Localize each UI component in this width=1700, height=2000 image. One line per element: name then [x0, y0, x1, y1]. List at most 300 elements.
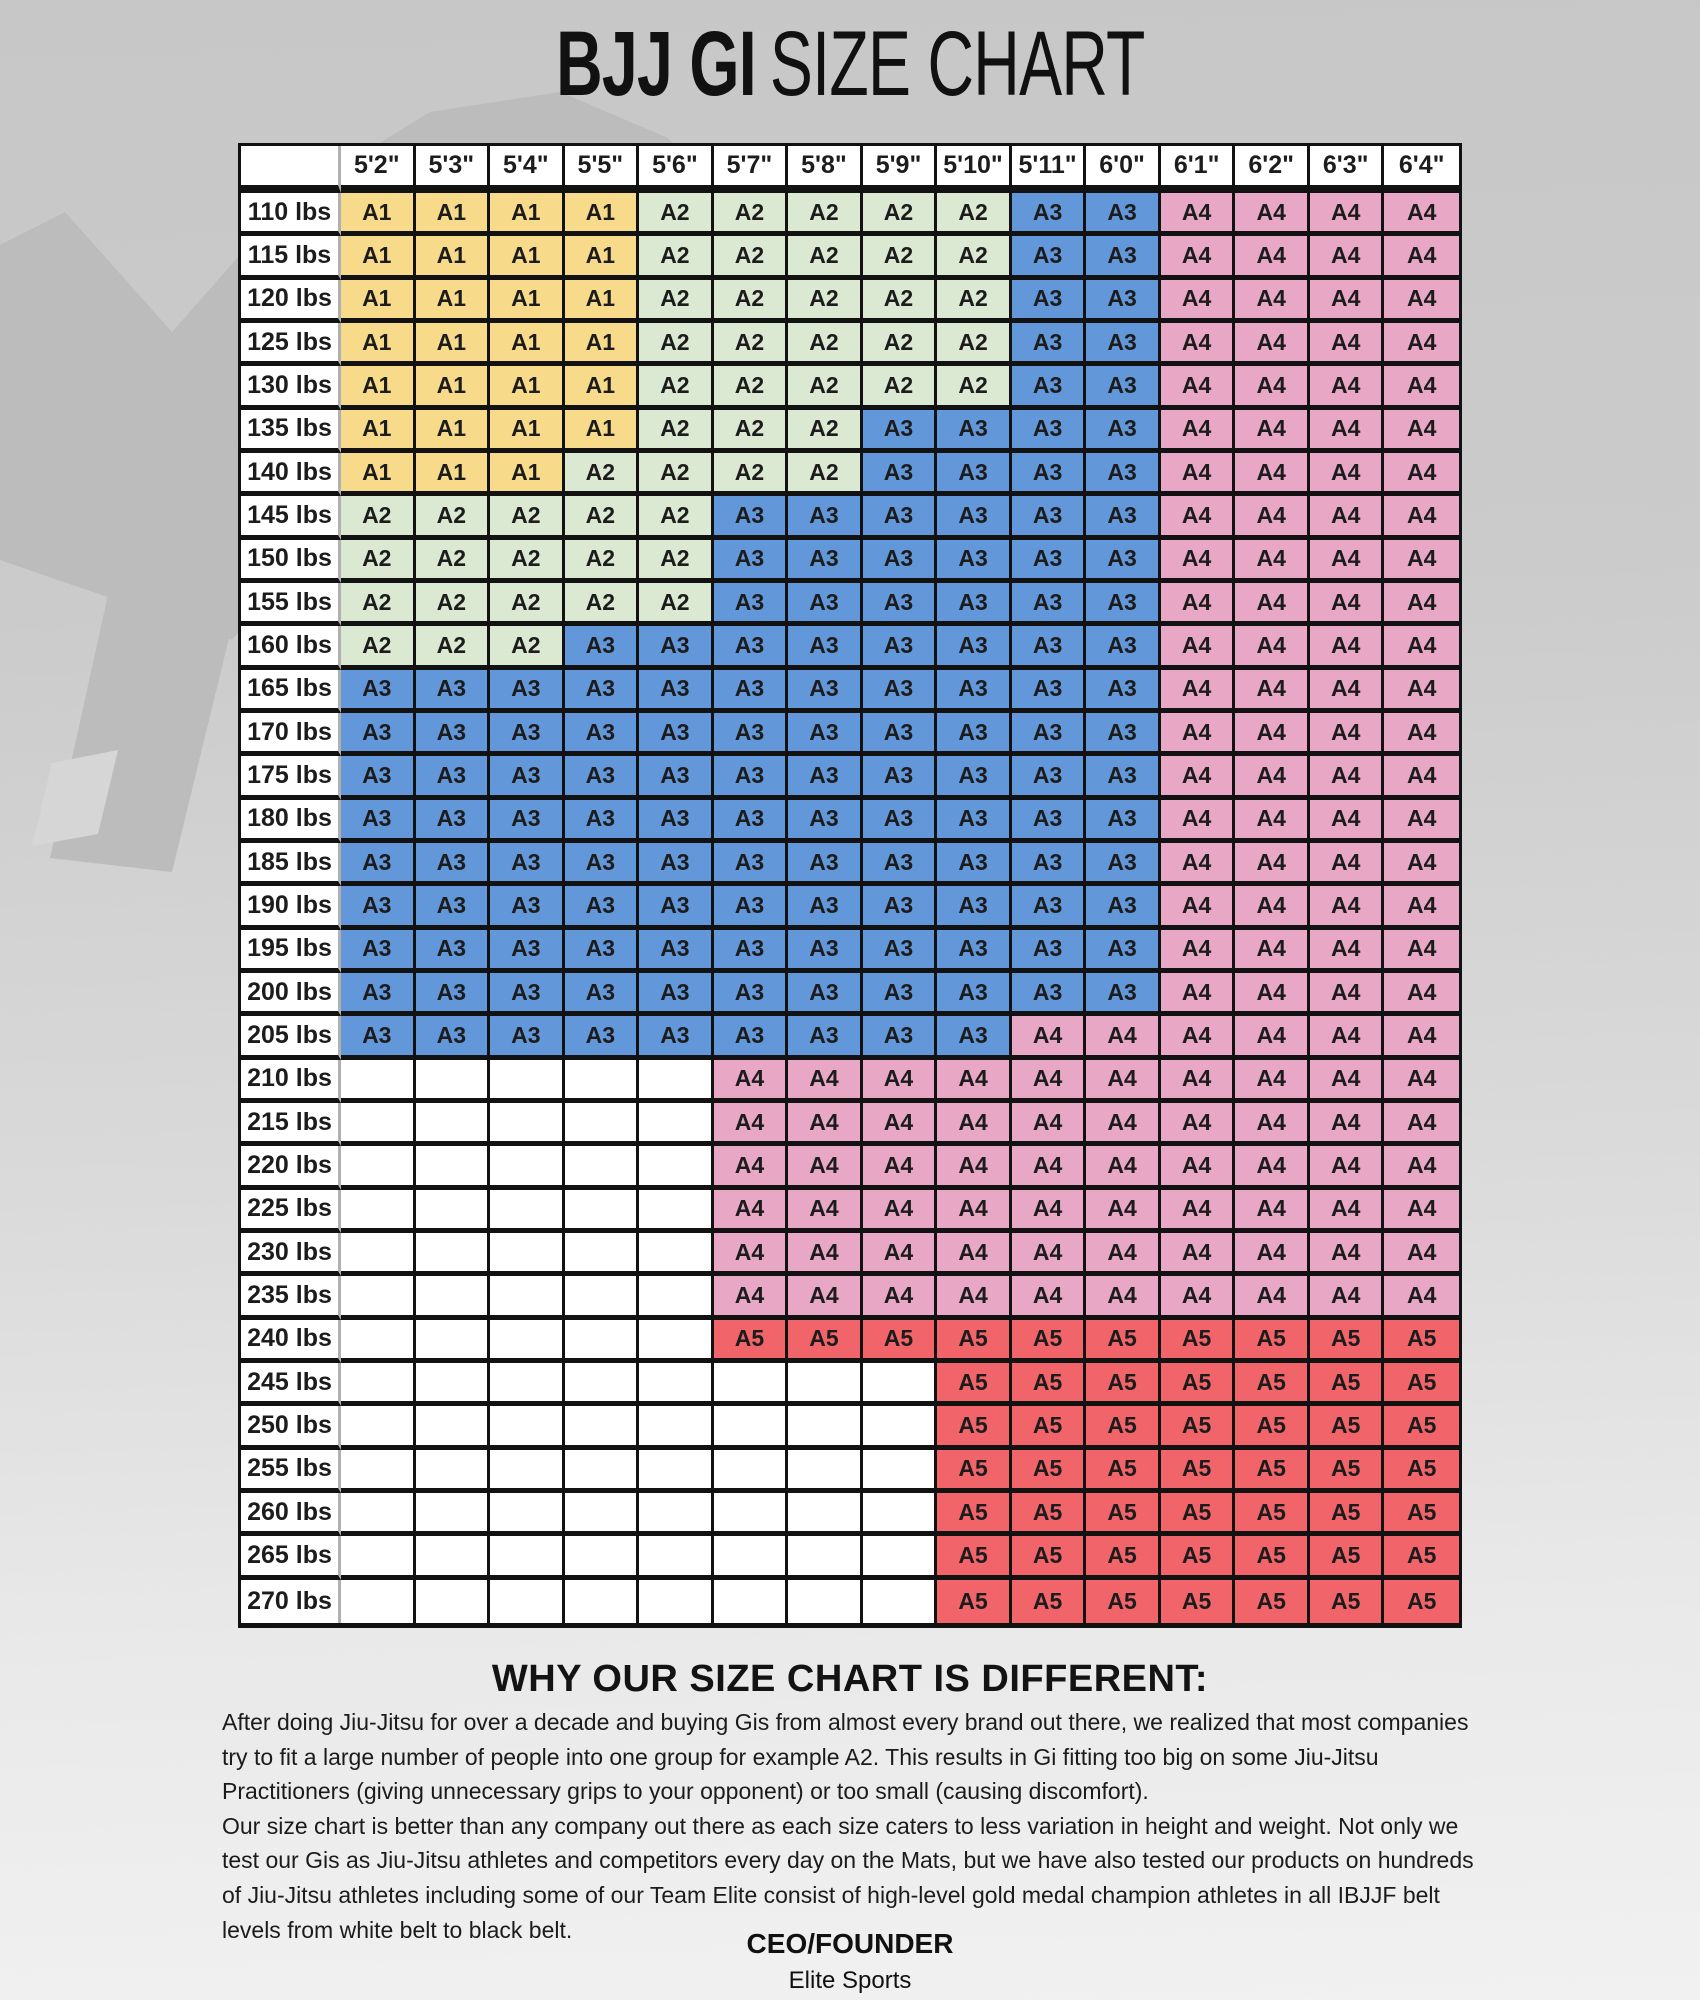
size-cell: A2 [416, 626, 491, 669]
height-header: 5'5" [565, 146, 640, 193]
weight-label: 160 lbs [241, 626, 341, 669]
size-cell: A3 [937, 670, 1012, 713]
size-cell: A4 [1161, 1016, 1236, 1059]
size-cell: A2 [416, 583, 491, 626]
size-cell: A3 [714, 626, 789, 669]
size-cell: A3 [937, 713, 1012, 756]
empty-cell [416, 1406, 491, 1449]
size-cell: A3 [1086, 193, 1161, 236]
empty-cell [639, 1276, 714, 1319]
size-cell: A5 [1086, 1320, 1161, 1363]
section-heading: WHY OUR SIZE CHART IS DIFFERENT: [491, 1658, 1209, 1700]
empty-cell [341, 1406, 416, 1449]
empty-cell [788, 1363, 863, 1406]
weight-label: 205 lbs [241, 1016, 341, 1059]
height-header: 5'6" [639, 146, 714, 193]
size-cell: A5 [863, 1320, 938, 1363]
weight-label: 145 lbs [241, 496, 341, 539]
size-cell: A3 [416, 930, 491, 973]
size-cell: A3 [416, 713, 491, 756]
size-cell: A3 [639, 670, 714, 713]
footer-role: CEO/FOUNDER [746, 1928, 954, 1959]
size-cell: A4 [1310, 410, 1385, 453]
size-cell: A1 [565, 236, 640, 279]
size-cell: A3 [341, 886, 416, 929]
size-cell: A4 [1310, 1233, 1385, 1276]
size-cell: A5 [1384, 1406, 1459, 1449]
size-cell: A4 [1235, 930, 1310, 973]
size-cell: A4 [937, 1146, 1012, 1189]
size-cell: A4 [1235, 1190, 1310, 1233]
empty-cell [639, 1060, 714, 1103]
size-cell: A4 [1384, 1103, 1459, 1146]
weight-label: 125 lbs [241, 323, 341, 366]
size-cell: A4 [937, 1233, 1012, 1276]
size-cell: A4 [937, 1190, 1012, 1233]
weight-label: 165 lbs [241, 670, 341, 713]
size-cell: A4 [1235, 843, 1310, 886]
size-cell: A4 [1310, 453, 1385, 496]
size-cell: A4 [1310, 886, 1385, 929]
size-cell: A3 [937, 756, 1012, 799]
size-cell: A5 [1161, 1406, 1236, 1449]
size-cell: A5 [1161, 1536, 1236, 1579]
size-cell: A3 [788, 713, 863, 756]
size-cell: A3 [1012, 886, 1087, 929]
size-cell: A3 [863, 886, 938, 929]
empty-cell [863, 1580, 938, 1623]
empty-cell [565, 1276, 640, 1319]
size-cell: A5 [1086, 1536, 1161, 1579]
size-cell: A4 [1235, 1060, 1310, 1103]
size-cell: A3 [863, 756, 938, 799]
size-cell: A2 [788, 366, 863, 409]
size-cell: A1 [565, 193, 640, 236]
empty-cell [788, 1580, 863, 1623]
size-cell: A1 [341, 366, 416, 409]
empty-cell [416, 1060, 491, 1103]
weight-label: 130 lbs [241, 366, 341, 409]
size-cell: A1 [341, 280, 416, 323]
size-cell: A4 [1310, 1060, 1385, 1103]
size-cell: A4 [1086, 1103, 1161, 1146]
size-cell: A3 [565, 626, 640, 669]
weight-label: 260 lbs [241, 1493, 341, 1536]
size-cell: A4 [1161, 1103, 1236, 1146]
size-cell: A3 [1086, 973, 1161, 1016]
size-cell: A4 [714, 1060, 789, 1103]
size-cell: A3 [1086, 323, 1161, 366]
empty-cell [714, 1363, 789, 1406]
size-cell: A2 [639, 583, 714, 626]
size-cell: A3 [1012, 496, 1087, 539]
size-cell: A2 [490, 583, 565, 626]
height-header: 5'4" [490, 146, 565, 193]
empty-cell [863, 1450, 938, 1493]
size-cell: A3 [1086, 930, 1161, 973]
weight-label: 175 lbs [241, 756, 341, 799]
size-cell: A4 [714, 1233, 789, 1276]
size-cell: A5 [1384, 1450, 1459, 1493]
size-cell: A2 [639, 496, 714, 539]
empty-cell [639, 1406, 714, 1449]
size-cell: A3 [1086, 453, 1161, 496]
empty-cell [565, 1493, 640, 1536]
size-cell: A4 [788, 1233, 863, 1276]
size-cell: A3 [416, 843, 491, 886]
size-cell: A5 [1012, 1536, 1087, 1579]
size-cell: A3 [341, 800, 416, 843]
size-cell: A4 [1235, 756, 1310, 799]
size-cell: A4 [1235, 323, 1310, 366]
size-cell: A5 [1384, 1493, 1459, 1536]
size-cell: A2 [341, 626, 416, 669]
size-cell: A5 [1235, 1406, 1310, 1449]
size-cell: A3 [490, 973, 565, 1016]
size-cell: A2 [714, 280, 789, 323]
size-cell: A4 [1086, 1190, 1161, 1233]
size-cell: A3 [1012, 626, 1087, 669]
size-cell: A4 [863, 1190, 938, 1233]
empty-cell [639, 1320, 714, 1363]
empty-cell [341, 1190, 416, 1233]
size-cell: A3 [639, 1016, 714, 1059]
size-cell: A3 [1012, 930, 1087, 973]
size-cell: A4 [1384, 323, 1459, 366]
size-cell: A3 [714, 756, 789, 799]
empty-cell [341, 1233, 416, 1276]
size-cell: A4 [1310, 930, 1385, 973]
size-cell: A1 [416, 453, 491, 496]
size-cell: A4 [863, 1276, 938, 1319]
size-cell: A4 [1235, 366, 1310, 409]
size-cell: A4 [714, 1103, 789, 1146]
size-cell: A3 [341, 713, 416, 756]
weight-label: 170 lbs [241, 713, 341, 756]
size-cell: A4 [1384, 410, 1459, 453]
size-cell: A1 [565, 410, 640, 453]
size-cell: A3 [863, 843, 938, 886]
size-cell: A3 [937, 453, 1012, 496]
size-cell: A3 [714, 930, 789, 973]
size-cell: A4 [714, 1146, 789, 1189]
size-cell: A4 [1161, 756, 1236, 799]
size-cell: A4 [1310, 713, 1385, 756]
size-cell: A1 [341, 453, 416, 496]
size-cell: A2 [788, 236, 863, 279]
size-cell: A3 [788, 973, 863, 1016]
size-cell: A4 [863, 1060, 938, 1103]
size-cell: A4 [1161, 713, 1236, 756]
size-cell: A2 [639, 323, 714, 366]
size-cell: A3 [490, 886, 565, 929]
size-cell: A5 [937, 1450, 1012, 1493]
size-cell: A3 [1012, 843, 1087, 886]
size-cell: A4 [1384, 713, 1459, 756]
size-cell: A4 [1235, 410, 1310, 453]
weight-label: 195 lbs [241, 930, 341, 973]
size-cell: A4 [1012, 1276, 1087, 1319]
empty-cell [341, 1060, 416, 1103]
size-cell: A3 [416, 800, 491, 843]
size-cell: A2 [788, 193, 863, 236]
size-cell: A4 [1012, 1060, 1087, 1103]
size-cell: A2 [863, 366, 938, 409]
size-cell: A3 [565, 800, 640, 843]
size-cell: A2 [341, 583, 416, 626]
empty-cell [341, 1320, 416, 1363]
size-cell: A4 [1161, 366, 1236, 409]
empty-cell [490, 1103, 565, 1146]
empty-cell [565, 1103, 640, 1146]
height-header: 5'7" [714, 146, 789, 193]
size-cell: A4 [1384, 1016, 1459, 1059]
size-cell: A3 [1086, 886, 1161, 929]
size-cell: A3 [937, 540, 1012, 583]
page-title [0, 13, 1700, 115]
weight-label: 255 lbs [241, 1450, 341, 1493]
size-cell: A5 [1235, 1580, 1310, 1623]
size-cell: A2 [937, 323, 1012, 366]
size-cell: A3 [788, 540, 863, 583]
weight-label: 235 lbs [241, 1276, 341, 1319]
empty-cell [341, 1103, 416, 1146]
empty-cell [863, 1406, 938, 1449]
size-cell: A2 [863, 193, 938, 236]
title-bold-part: BJJ GI [555, 13, 756, 115]
weight-label: 225 lbs [241, 1190, 341, 1233]
empty-cell [565, 1190, 640, 1233]
empty-cell [565, 1060, 640, 1103]
empty-cell [341, 1493, 416, 1536]
size-cell: A4 [1384, 540, 1459, 583]
size-cell: A4 [1012, 1103, 1087, 1146]
weight-label: 215 lbs [241, 1103, 341, 1146]
empty-cell [490, 1493, 565, 1536]
size-cell: A4 [1310, 670, 1385, 713]
size-cell: A1 [416, 366, 491, 409]
size-cell: A2 [416, 540, 491, 583]
size-cell: A4 [1161, 583, 1236, 626]
size-cell: A3 [788, 626, 863, 669]
empty-cell [714, 1536, 789, 1579]
weight-label: 250 lbs [241, 1406, 341, 1449]
size-cell: A4 [1161, 843, 1236, 886]
size-cell: A4 [1384, 1233, 1459, 1276]
weight-label: 155 lbs [241, 583, 341, 626]
size-cell: A4 [1235, 280, 1310, 323]
size-cell: A5 [1310, 1406, 1385, 1449]
size-cell: A4 [714, 1190, 789, 1233]
size-cell: A3 [416, 973, 491, 1016]
size-cell: A3 [714, 583, 789, 626]
size-cell: A2 [714, 366, 789, 409]
size-cell: A2 [714, 193, 789, 236]
weight-label: 115 lbs [241, 236, 341, 279]
size-cell: A5 [1012, 1406, 1087, 1449]
size-cell: A2 [490, 496, 565, 539]
empty-cell [788, 1406, 863, 1449]
size-cell: A3 [788, 843, 863, 886]
size-cell: A2 [490, 626, 565, 669]
size-cell: A4 [1235, 670, 1310, 713]
size-cell: A4 [1012, 1146, 1087, 1189]
size-cell: A3 [863, 800, 938, 843]
size-cell: A3 [714, 670, 789, 713]
height-header: 5'8" [788, 146, 863, 193]
size-cell: A4 [1310, 1276, 1385, 1319]
size-cell: A5 [1384, 1580, 1459, 1623]
paragraph-1: After doing Jiu-Jitsu for over a decade and buying Gis from almost every brand out there, we realized that most companies try to fit a large number of people into one group for example A2. This results in Gi fitting too big on some Jiu-Jitsu Practitioners (giving unnecessary grips to your opponent) or too small (causing discomfort). [222, 1709, 1469, 1805]
size-cell: A3 [490, 843, 565, 886]
size-cell: A2 [937, 236, 1012, 279]
size-cell: A2 [788, 323, 863, 366]
size-cell: A3 [937, 930, 1012, 973]
size-cell: A4 [1012, 1233, 1087, 1276]
size-cell: A1 [490, 280, 565, 323]
size-cell: A3 [490, 670, 565, 713]
size-cell: A4 [1384, 1276, 1459, 1319]
size-cell: A4 [863, 1103, 938, 1146]
size-cell: A1 [490, 323, 565, 366]
size-cell: A4 [1384, 583, 1459, 626]
empty-cell [714, 1580, 789, 1623]
size-cell: A3 [714, 800, 789, 843]
size-cell: A4 [1161, 886, 1236, 929]
size-cell: A3 [788, 756, 863, 799]
weight-label: 180 lbs [241, 800, 341, 843]
size-cell: A2 [565, 583, 640, 626]
weight-label: 245 lbs [241, 1363, 341, 1406]
size-cell: A2 [788, 410, 863, 453]
size-cell: A4 [863, 1146, 938, 1189]
size-cell: A3 [1086, 626, 1161, 669]
size-cell: A3 [341, 670, 416, 713]
size-cell: A4 [1161, 1190, 1236, 1233]
size-cell: A4 [1161, 496, 1236, 539]
size-cell: A1 [416, 323, 491, 366]
size-cell: A4 [1086, 1060, 1161, 1103]
size-cell: A2 [639, 453, 714, 496]
size-cell: A1 [490, 193, 565, 236]
footer-company: Elite Sports [788, 1967, 912, 1994]
size-cell: A3 [1012, 756, 1087, 799]
size-cell: A3 [416, 670, 491, 713]
size-cell: A1 [416, 193, 491, 236]
size-cell: A4 [1384, 800, 1459, 843]
size-cell: A3 [1086, 800, 1161, 843]
size-cell: A5 [1161, 1363, 1236, 1406]
empty-cell [788, 1493, 863, 1536]
size-cell: A1 [416, 280, 491, 323]
size-cell: A3 [490, 713, 565, 756]
size-cell: A2 [714, 236, 789, 279]
empty-cell [788, 1450, 863, 1493]
size-cell: A4 [1161, 930, 1236, 973]
size-cell: A5 [1161, 1580, 1236, 1623]
empty-cell [639, 1493, 714, 1536]
size-cell: A2 [639, 410, 714, 453]
size-cell: A4 [1384, 236, 1459, 279]
size-cell: A1 [490, 236, 565, 279]
corner-cell [241, 146, 341, 193]
size-cell: A5 [1086, 1363, 1161, 1406]
size-cell: A4 [1310, 280, 1385, 323]
size-cell: A4 [1235, 800, 1310, 843]
size-cell: A4 [1235, 713, 1310, 756]
weight-label: 185 lbs [241, 843, 341, 886]
height-header: 5'10" [937, 146, 1012, 193]
size-cell: A5 [937, 1320, 1012, 1363]
size-cell: A3 [863, 930, 938, 973]
size-cell: A2 [565, 496, 640, 539]
empty-cell [714, 1493, 789, 1536]
size-cell: A3 [565, 886, 640, 929]
size-cell: A4 [1310, 800, 1385, 843]
size-cell: A5 [1235, 1536, 1310, 1579]
empty-cell [714, 1406, 789, 1449]
size-cell: A3 [1012, 453, 1087, 496]
empty-cell [490, 1276, 565, 1319]
size-cell: A3 [863, 626, 938, 669]
empty-cell [639, 1363, 714, 1406]
size-cell: A4 [1310, 236, 1385, 279]
size-cell: A4 [1086, 1276, 1161, 1319]
size-cell: A3 [1086, 670, 1161, 713]
height-header: 6'2" [1235, 146, 1310, 193]
size-cell: A4 [1384, 193, 1459, 236]
size-cell: A3 [1086, 280, 1161, 323]
size-cell: A4 [1384, 626, 1459, 669]
size-cell: A5 [1310, 1363, 1385, 1406]
empty-cell [565, 1580, 640, 1623]
size-cell: A4 [1384, 973, 1459, 1016]
size-cell: A3 [639, 756, 714, 799]
size-cell: A5 [1012, 1580, 1087, 1623]
height-header: 6'4" [1384, 146, 1459, 193]
size-cell: A5 [1086, 1493, 1161, 1536]
empty-cell [490, 1320, 565, 1363]
size-cell: A5 [937, 1406, 1012, 1449]
size-cell: A3 [490, 1016, 565, 1059]
empty-cell [639, 1103, 714, 1146]
empty-cell [416, 1103, 491, 1146]
size-cell: A4 [1310, 496, 1385, 539]
empty-cell [416, 1363, 491, 1406]
size-cell: A3 [639, 843, 714, 886]
size-cell: A4 [937, 1276, 1012, 1319]
size-cell: A3 [416, 886, 491, 929]
weight-label: 270 lbs [241, 1580, 341, 1623]
size-cell: A4 [1310, 843, 1385, 886]
size-cell: A3 [937, 800, 1012, 843]
empty-cell [863, 1493, 938, 1536]
size-cell: A3 [341, 756, 416, 799]
size-cell: A4 [1235, 583, 1310, 626]
size-cell: A4 [1235, 236, 1310, 279]
size-cell: A3 [714, 1016, 789, 1059]
size-cell: A4 [1235, 496, 1310, 539]
weight-label: 120 lbs [241, 280, 341, 323]
size-cell: A4 [1310, 1016, 1385, 1059]
empty-cell [341, 1450, 416, 1493]
size-cell: A3 [341, 973, 416, 1016]
size-cell: A3 [341, 930, 416, 973]
empty-cell [490, 1190, 565, 1233]
size-cell: A2 [341, 496, 416, 539]
size-cell: A4 [1384, 1190, 1459, 1233]
size-cell: A5 [937, 1536, 1012, 1579]
